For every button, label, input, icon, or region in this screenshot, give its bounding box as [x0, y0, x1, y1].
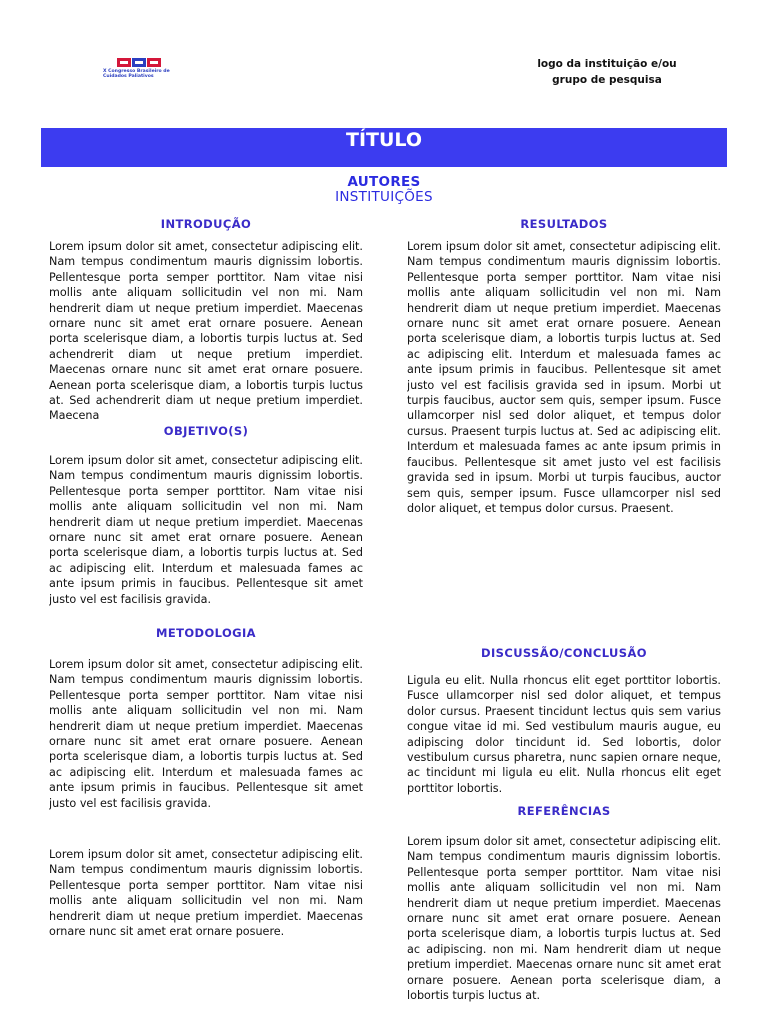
text-resultados: Lorem ipsum dolor sit amet, consectetur adipiscing elit. Nam tempus condimentum mauris dignissim lobortis. Pellentesque porta semper porttitor. Nam vitae nisi mollis ante aliquam sollicitudin vel non mi. Nam hendrerit diam ut neque pretium imperdiet. Maecenas ornare nunc sit amet erat ornare posuere. Aenean porta scelerisque diam, a lobortis turpis luctus at. Sed ac adipiscing elit. Interdum et malesuada fames ac ante ipsum primis in faucibus. Pellentesque sit amet justo vel est facilisis gravida sed in ipsum. Morbi ut turpis faucibus, auctor sem quis, semper ipsum. Fusce ullamcorper nisl sed dolor aliquet, et tempus dolor cursus. Praesent turpis luctus at. Sed ac adipiscing elit. Interdum et malesuada fames ac ante ipsum primis in faucibus. Pellentesque sit amet justo vel est facilisis gravida sed in ipsum. Morbi ut turpis faucibus, auctor sem quis, semper ipsum. Fusce ullamcorper nisl sed dolor aliquet, et tempus dolor cursus. Praesent. [407, 240, 721, 515]
heading-metodologia: METODOLOGIA [156, 626, 256, 640]
logo-caption: X Congresso Brasileiro de Cuidados Paliativos [103, 69, 170, 79]
title-bar [41, 128, 727, 167]
institution-line-2: grupo de pesquisa [552, 74, 662, 86]
text-metodologia-2: Lorem ipsum dolor sit amet, consectetur adipiscing elit. Nam tempus condimentum mauris dignissim lobortis. Pellentesque porta semper porttitor. Nam vitae nisi mollis ante aliquam sollicitudin vel non mi. Nam hendrerit diam ut neque pretium imperdiet. Maecenas ornare nunc sit amet erat ornare posuere. [49, 848, 363, 939]
heading-discussao: DISCUSSÃO/CONCLUSÃO [481, 646, 647, 660]
poster-title: TÍTULO [346, 129, 422, 151]
authors: AUTORES [347, 174, 421, 190]
heading-referencias: REFERÊNCIAS [517, 804, 611, 818]
institution-logo-placeholder [522, 56, 692, 88]
institution-line-1: logo da instituição e/ou [537, 58, 677, 70]
logo-icon [117, 58, 183, 67]
heading-objetivo: OBJETIVO(S) [163, 424, 249, 438]
text-referencias: Lorem ipsum dolor sit amet, consectetur adipiscing elit. Nam tempus condimentum mauris dignissim lobortis. Pellentesque porta semper porttitor. Nam vitae nisi mollis ante aliquam sollicitudin vel non mi. Nam hendrerit diam ut neque pretium imperdiet. Maecenas ornare nunc sit amet erat ornare posuere. Aenean porta scelerisque diam, a lobortis turpis luctus at. Sed ac adipiscing. non mi. Nam hendrerit diam ut neque pretium imperdiet. Maecenas ornare nunc sit amet erat ornare posuere. Aenean porta scelerisque diam, a lobortis turpis luctus at. [407, 835, 721, 1003]
congress-logo [103, 58, 183, 88]
heading-resultados: RESULTADOS [520, 217, 608, 231]
heading-introducao: INTRODUÇÃO [160, 217, 252, 231]
text-objetivo: Lorem ipsum dolor sit amet, consectetur adipiscing elit. Nam tempus condimentum mauris dignissim lobortis. Pellentesque porta semper porttitor. Nam vitae nisi mollis ante aliquam sollicitudin vel non mi. Nam hendrerit diam ut neque pretium imperdiet. Maecenas ornare nunc sit amet erat ornare posuere. Aenean porta scelerisque diam, a lobortis turpis luctus at. Sed ac adipiscing elit. Interdum et malesuada fames ac ante ipsum primis in faucibus. Pellentesque sit amet justo vel est facilisis gravida. [49, 454, 363, 606]
text-discussao: Ligula eu elit. Nulla rhoncus elit eget porttitor lobortis. Fusce ullamcorper nisl sed dolor aliquet, et tempus dolor cursus. Praesent tincidunt lectus quis sem varius congue vitae id mi. Sed vestibulum mauris augue, eu adipiscing dolor tincidunt id. Sed lobortis, dolor vestibulum cursus pharetra, nunc sapien ornare neque, ac tincidunt mi ligula eu elit. Nulla rhoncus elit eget porttitor lobortis. [407, 674, 721, 795]
text-introducao: Lorem ipsum dolor sit amet, consectetur adipiscing elit. Nam tempus condimentum mauris dignissim lobortis. Pellentesque porta semper porttitor. Nam vitae nisi mollis ante aliquam sollicitudin vel non mi. Nam hendrerit diam ut neque pretium imperdiet. Maecenas ornare nunc sit amet erat ornare posuere. Aenean porta scelerisque diam, a lobortis turpis luctus at. Sed achendrerit diam ut neque pretium imperdiet. Maecenas ornare nunc sit amet erat ornare posuere. Aenean porta scelerisque diam, a lobortis turpis luctus at. Sed achendrerit diam ut neque pretium imperdiet. Maecena [49, 240, 363, 423]
text-metodologia-1: Lorem ipsum dolor sit amet, consectetur adipiscing elit. Nam tempus condimentum mauris dignissim lobortis. Pellentesque porta semper porttitor. Nam vitae nisi mollis ante aliquam sollicitudin vel non mi. Nam hendrerit diam ut neque pretium imperdiet. Maecenas ornare nunc sit amet erat ornare posuere. Aenean porta scelerisque diam, a lobortis turpis luctus at. Sed ac adipiscing elit. Interdum et malesuada fames ac ante ipsum primis in faucibus. Pellentesque sit amet justo vel est facilisis gravida. [49, 658, 363, 810]
institutions: INSTITUIÇÕES [335, 189, 433, 205]
